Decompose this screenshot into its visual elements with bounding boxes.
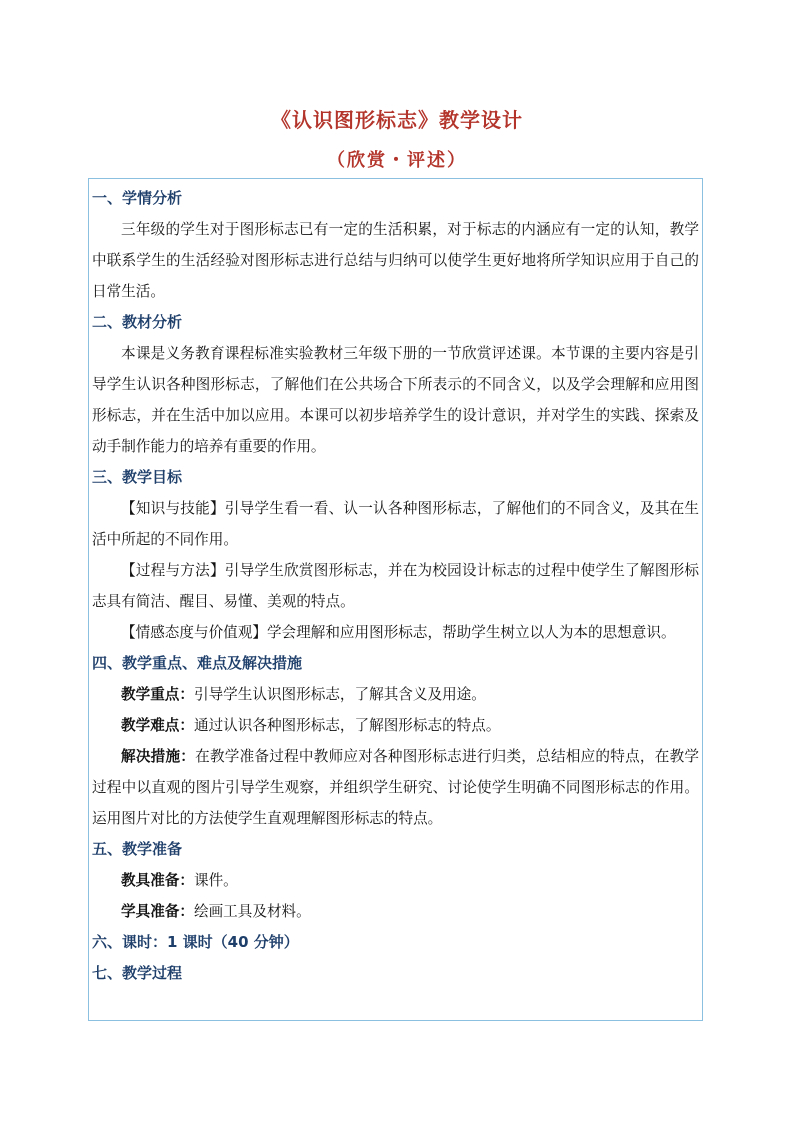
teacher-prep-item [92,865,699,896]
document-subtitle: （欣赏・评述） [327,150,467,171]
section-heading-teaching-goals: 三、教学目标 [92,468,183,486]
learner-analysis-text: 三年级的学生对于图形标志已有一定的生活积累，对于标志的内涵应有一定的认知，教学中联系学生的生活经验对图形标志进行总结与归纳可以使学生更好地将所学知识应用于自己的日常生活。 [92,221,699,300]
solution-text: 在教学准备过程中教师应对各种图形标志进行归类，总结相应的特点，在教学过程中以直观的图片引导学生观察，并组织学生研究、讨论使学生明确不同图形标志的作用。运用图片对比的方法使学生直观理解图形标志的特点。 [92,748,699,827]
key-point-text: 引导学生认识图形标志，了解其含义及用途。 [193,686,486,703]
section-heading-learner-analysis: 一、学情分析 [92,189,183,207]
student-prep-text: 绘画工具及材料。 [193,903,311,920]
goal-attitude-values: 【情感态度与价值观】学会理解和应用图形标志，帮助学生树立以人为本的思想意识。 [121,624,676,641]
student-prep-label: 学具准备： [121,903,194,920]
difficulty-item [92,710,699,741]
teacher-prep-label: 教具准备： [121,872,194,889]
solution-label: 解决措施： [121,748,196,765]
goal-process-methods: 【过程与方法】引导学生欣赏图形标志，并在为校园设计标志的过程中使学生了解图形标志具有简洁、醒目、易懂、美观的特点。 [92,562,699,610]
section-heading-key-points: 四、教学重点、难点及解决措施 [92,654,303,672]
material-analysis-text: 本课是义务教育课程标准实验教材三年级下册的一节欣赏评述课。本节课的主要内容是引导学生认识各种图形标志，了解他们在公共场合下所表示的不同含义，以及学会理解和应用图形标志，并在生活中加以应用。本课可以初步培养学生的设计意识，并对学生的实践、探索及动手制作能力的培养有重要的作用。 [92,345,699,455]
key-point-label: 教学重点： [121,686,194,703]
teacher-prep-text: 课件。 [193,872,238,889]
key-point-item [92,679,699,710]
difficulty-label: 教学难点： [121,717,194,734]
section-heading-class-hours: 六、课时：1 课时（40 分钟） [92,933,299,951]
document-title: 《认识图形标志》教学设计 [271,108,523,132]
student-prep-item [92,896,699,927]
goal-knowledge-skills: 【知识与技能】引导学生看一看、认一认各种图形标志，了解他们的不同含义，及其在生活中所起的不同作用。 [92,500,699,548]
lesson-plan-table [88,178,703,1021]
difficulty-text: 通过认识各种图形标志，了解图形标志的特点。 [193,717,501,734]
section-heading-teaching-process: 七、教学过程 [92,964,183,982]
section-heading-material-analysis: 二、教材分析 [92,313,183,331]
solution-item [92,741,699,834]
section-heading-preparation: 五、教学准备 [92,840,183,858]
